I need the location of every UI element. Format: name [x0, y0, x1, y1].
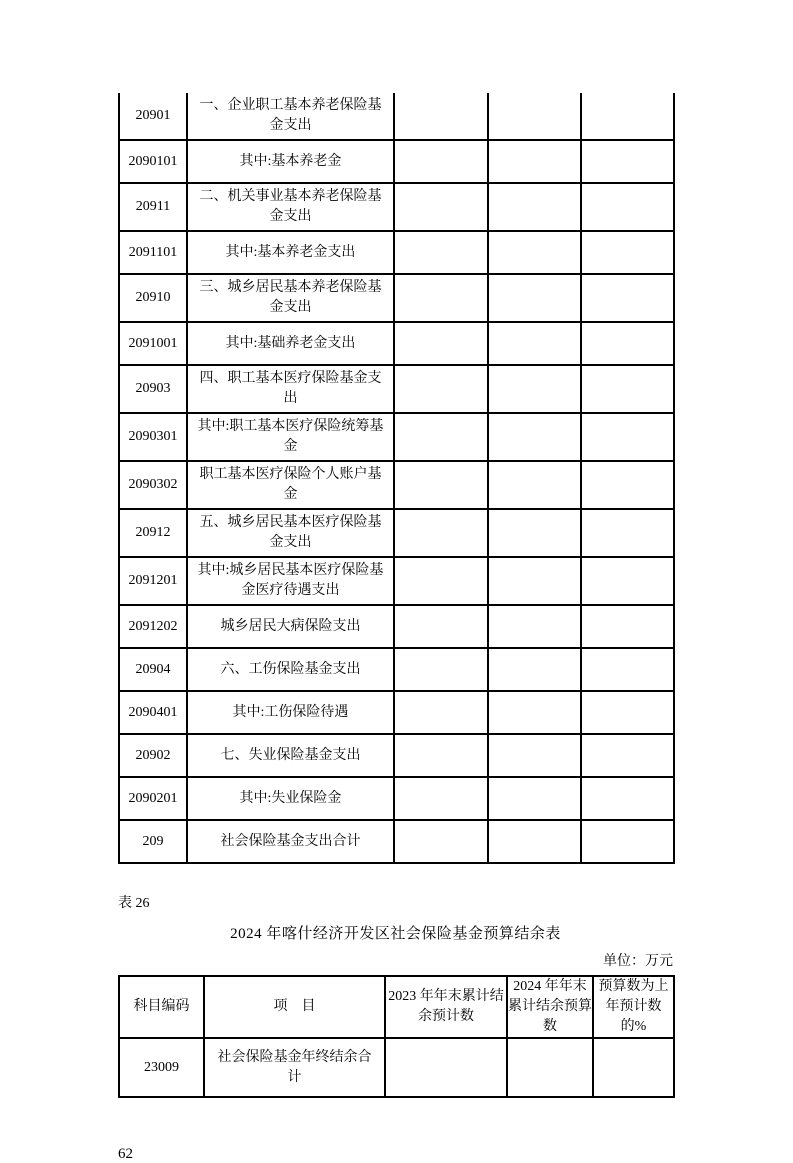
code-cell: 2091201	[119, 557, 187, 605]
code-cell: 2090101	[119, 140, 187, 183]
code-cell: 2090302	[119, 461, 187, 509]
item-cell: 三、城乡居民基本养老保险基金支出	[187, 274, 394, 322]
value-cell	[394, 509, 488, 557]
value-cell	[581, 231, 674, 274]
value-cell	[394, 605, 488, 648]
value-cell	[488, 413, 581, 461]
item-cell: 五、城乡居民基本医疗保险基金支出	[187, 509, 394, 557]
value-cell	[394, 734, 488, 777]
value-cell	[581, 691, 674, 734]
code-cell: 20903	[119, 365, 187, 413]
value-cell	[394, 691, 488, 734]
value-cell	[488, 820, 581, 863]
item-cell: 社会保险基金年终结余合计	[204, 1038, 385, 1097]
value-cell	[581, 461, 674, 509]
code-cell: 23009	[119, 1038, 204, 1097]
table-number-label: 表 26	[118, 896, 150, 911]
value-cell	[581, 140, 674, 183]
value-cell	[581, 322, 674, 365]
table-row	[119, 140, 674, 183]
value-cell	[488, 509, 581, 557]
table-row	[119, 1038, 674, 1097]
table-row	[119, 509, 674, 557]
value-cell	[394, 461, 488, 509]
code-cell: 20912	[119, 509, 187, 557]
item-cell: 其中:基本养老金	[187, 140, 394, 183]
item-cell: 七、失业保险基金支出	[187, 734, 394, 777]
expenditure-table-body	[119, 93, 674, 863]
table-row	[119, 322, 674, 365]
value-cell	[581, 93, 674, 140]
value-cell	[593, 1038, 674, 1097]
table-row	[119, 231, 674, 274]
column-header: 项 目	[204, 976, 385, 1038]
value-cell	[581, 509, 674, 557]
value-cell	[581, 274, 674, 322]
code-cell: 2090301	[119, 413, 187, 461]
code-cell: 20904	[119, 648, 187, 691]
table-row	[119, 274, 674, 322]
table-row	[119, 648, 674, 691]
value-cell	[581, 820, 674, 863]
code-cell: 209	[119, 820, 187, 863]
table-row	[119, 365, 674, 413]
code-cell: 2091001	[119, 322, 187, 365]
value-cell	[394, 777, 488, 820]
unit-label: 单位：万元	[603, 954, 673, 969]
value-cell	[488, 777, 581, 820]
item-cell: 其中:工伤保险待遇	[187, 691, 394, 734]
item-cell: 其中:失业保险金	[187, 777, 394, 820]
item-cell: 二、机关事业基本养老保险基金支出	[187, 183, 394, 231]
value-cell	[394, 413, 488, 461]
value-cell	[394, 557, 488, 605]
item-cell: 其中:基本养老金支出	[187, 231, 394, 274]
value-cell	[488, 648, 581, 691]
item-cell: 其中:基础养老金支出	[187, 322, 394, 365]
item-cell: 职工基本医疗保险个人账户基金	[187, 461, 394, 509]
table-row	[119, 820, 674, 863]
value-cell	[581, 605, 674, 648]
value-cell	[581, 648, 674, 691]
value-cell	[488, 734, 581, 777]
code-cell: 20910	[119, 274, 187, 322]
table-row	[119, 461, 674, 509]
value-cell	[488, 231, 581, 274]
value-cell	[488, 183, 581, 231]
page-number: 62	[118, 1146, 133, 1162]
balance-table-header-row	[119, 976, 674, 1038]
code-cell: 2090201	[119, 777, 187, 820]
value-cell	[385, 1038, 507, 1097]
value-cell	[394, 365, 488, 413]
value-cell	[394, 140, 488, 183]
code-cell: 2090401	[119, 691, 187, 734]
page-content	[118, 0, 673, 1163]
table-row	[119, 777, 674, 820]
social-insurance-fund-expenditure-table	[118, 93, 675, 864]
value-cell	[394, 274, 488, 322]
item-cell: 六、工伤保险基金支出	[187, 648, 394, 691]
item-cell: 其中:城乡居民基本医疗保险基金医疗待遇支出	[187, 557, 394, 605]
code-cell: 20901	[119, 93, 187, 140]
column-header: 科目编码	[119, 976, 204, 1038]
column-header: 预算数为上年预计数的%	[593, 976, 674, 1038]
column-header: 2024 年年末累计结余预算数	[507, 976, 593, 1038]
item-cell: 一、企业职工基本养老保险基金支出	[187, 93, 394, 140]
column-header: 2023 年年末累计结余预计数	[385, 976, 507, 1038]
table-row	[119, 691, 674, 734]
table-row	[119, 734, 674, 777]
value-cell	[581, 557, 674, 605]
value-cell	[581, 413, 674, 461]
item-cell: 社会保险基金支出合计	[187, 820, 394, 863]
item-cell: 城乡居民大病保险支出	[187, 605, 394, 648]
value-cell	[488, 322, 581, 365]
code-cell: 20902	[119, 734, 187, 777]
value-cell	[507, 1038, 593, 1097]
value-cell	[581, 777, 674, 820]
value-cell	[488, 140, 581, 183]
item-cell: 其中:职工基本医疗保险统筹基金	[187, 413, 394, 461]
table-row	[119, 93, 674, 140]
balance-table-body	[119, 1038, 674, 1097]
social-insurance-fund-budget-balance-table	[118, 975, 675, 1098]
value-cell	[488, 557, 581, 605]
code-cell: 2091101	[119, 231, 187, 274]
code-cell: 2091202	[119, 605, 187, 648]
value-cell	[394, 183, 488, 231]
table-row	[119, 605, 674, 648]
code-cell: 20911	[119, 183, 187, 231]
value-cell	[581, 365, 674, 413]
value-cell	[488, 274, 581, 322]
value-cell	[394, 93, 488, 140]
value-cell	[488, 365, 581, 413]
value-cell	[488, 93, 581, 140]
value-cell	[394, 231, 488, 274]
table-row	[119, 413, 674, 461]
value-cell	[488, 461, 581, 509]
value-cell	[394, 820, 488, 863]
value-cell	[394, 322, 488, 365]
value-cell	[488, 691, 581, 734]
value-cell	[394, 648, 488, 691]
value-cell	[581, 183, 674, 231]
item-cell: 四、职工基本医疗保险基金支出	[187, 365, 394, 413]
table-row	[119, 557, 674, 605]
table-row	[119, 183, 674, 231]
value-cell	[488, 605, 581, 648]
balance-table-title: 2024 年喀什经济开发区社会保险基金预算结余表	[230, 926, 561, 942]
value-cell	[581, 734, 674, 777]
